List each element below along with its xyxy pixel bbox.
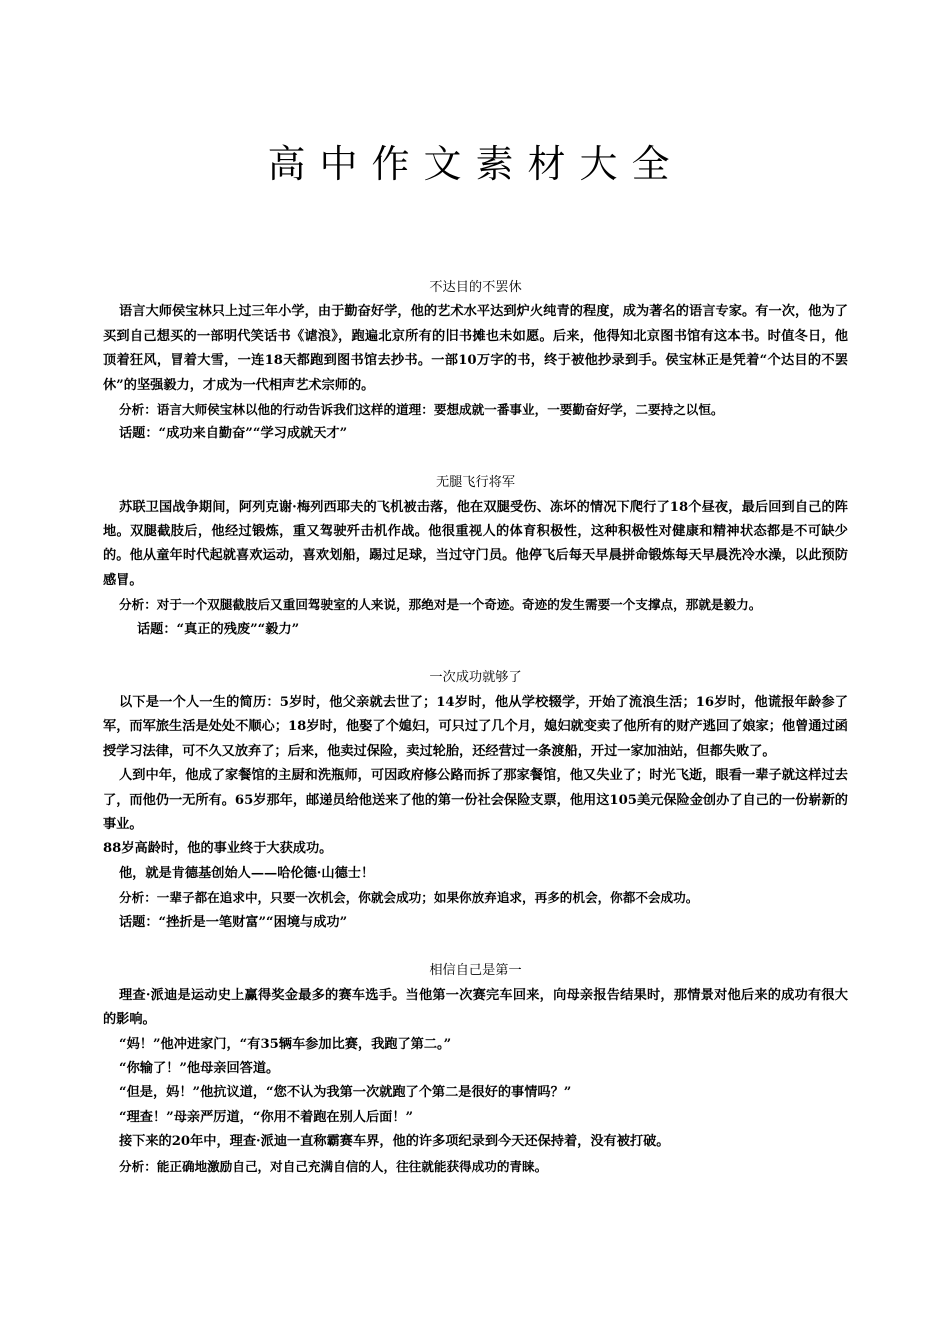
section-heading: 一次成功就够了 [429,670,522,686]
section-heading: 无腿飞行将军 [435,475,516,491]
section-paragraph: 理查·派迪是运动史上赢得奖金最多的赛车选手。当他第一次赛完车回来，向母亲报告结果时，那情景对他后来的成功有很大的影响。 [103,987,848,1028]
section-paragraph: “你输了！”他母亲回答道。 [119,1060,280,1076]
section-paragraph: 以下是一个人一生的简历：5岁时，他父亲就去世了；14岁时，他从学校辍学，开始了流浪生活；16岁时，他谎报年龄参了军，而军旅生活是处处不顺心；18岁时，他娶了个媳妇，可只过了几个月，媳妇就变卖了他所有的财产逃回了娘家；他曾通过函授学习法律，可不久又放弃了；后来，他卖过保险，卖过轮胎，还经营过一条渡船，开过一家加油站，但都失败了。 [103,694,848,759]
section-paragraph: “但是，妈！”他抗议道，“您不认为我第一次就跑了个第二是很好的事情吗？” [119,1085,572,1101]
section-topic: 话题：“挫折是一笔财富”“困境与成功” [119,914,348,930]
section-1 [103,276,848,447]
document-body [103,276,848,1179]
section-paragraph: 接下来的20年中，理查·派迪一直称霸赛车界，他的许多项纪录到今天还保持着，没有被打破。 [119,1134,670,1150]
section-heading: 不达目的不罢休 [429,280,522,295]
section-paragraph: 他，就是肯德基创始人——哈伦德·山德士！ [119,865,375,881]
section-2 [103,471,848,642]
section-topic: 话题：“真正的残废”“毅力” [137,621,300,637]
section-paragraph: 人到中年，他成了家餐馆的主厨和洗瓶师，可因政府修公路而拆了那家餐馆，他又失业了；时光飞逝，眼看一辈子就这样过去了，而他仍一无所有。65岁那年，邮递员给他送来了他的第一份社会保险支票，他用这105美元保险金创办了自己的一份崭新的事业。 [103,768,848,832]
section-paragraph: 语言大师侯宝林只上过三年小学，由于勤奋好学，他的艺术水平达到炉火纯青的程度，成为著名的语言专家。有一次，他为了买到自己想买的一部明代笑话书《谑浪》，跑遍北京所有的旧书摊也未如愿。后来，他得知北京图书馆有这本书。时值冬日，他顶着狂风，冒着大雪，一连18天都跑到图书馆去抄书。一部10万字的书，终于被他抄录到手。侯宝林正是凭着“个达目的不罢休”的坚强毅力，才成为一代相声艺术宗师的。 [103,304,848,393]
section-paragraph: “理查！”母亲严厉道，“你用不着跑在别人后面！” [119,1109,414,1125]
section-topic: 话题：“成功来自勤奋”“学习成就天才” [119,426,348,442]
section-paragraph: 苏联卫国战争期间，阿列克谢·梅列西耶夫的飞机被击落，他在双腿受伤、冻坏的情况下爬行了18个昼夜，最后回到自己的阵地。双腿截肢后，他经过锻炼，重又驾驶歼击机作战。他很重视人的体育积极性，这种积极性对健康和精神状态都是不可缺少的。他从童年时代起就喜欢运动，喜欢划船，踢过足球，当过守门员。他停飞后每天早晨拼命锻炼每天早晨洗冷水澡，以此预防感冒。 [103,499,848,588]
section-analysis: 分析：对于一个双腿截肢后又重回驾驶室的人来说，那绝对是一个奇迹。奇迹的发生需要一个支撑点，那就是毅力。 [119,597,762,613]
document-title: 高中作文素材大全 [267,142,684,186]
section-analysis: 分析：一辈子都在追求中，只要一次机会，你就会成功；如果你放弃追求，再多的机会，你都不会成功。 [119,890,699,906]
section-paragraph: 88岁高龄时，他的事业终于大获成功。 [103,841,333,857]
section-analysis: 分析：能正确地激励自己，对自己充满自信的人，往往就能获得成功的青睐。 [119,1158,548,1174]
section-3 [103,666,848,934]
section-analysis: 分析：语言大师侯宝林以他的行动告诉我们这样的道理：要想成就一番事业，一要勤奋好学，二要持之以恒。 [119,402,724,418]
section-paragraph: “妈！”他冲进家门，“有35辆车参加比赛，我跑了第二。” [119,1036,452,1052]
section-heading: 相信自己是第一 [429,963,522,979]
section-4 [103,959,848,1179]
